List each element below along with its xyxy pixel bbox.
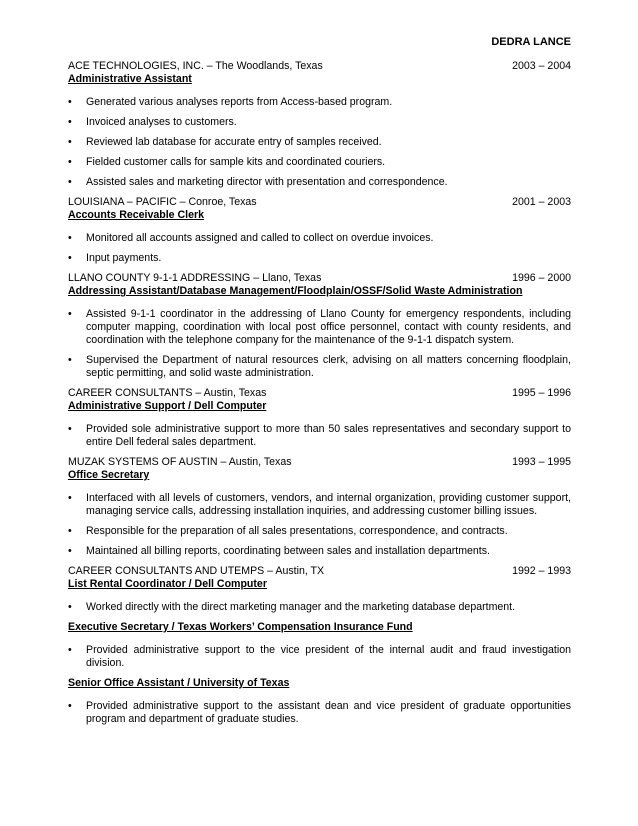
bullet-item: • Invoiced analyses to customers. [68,116,571,129]
employer: ACE TECHNOLOGIES, INC. – The Woodlands, Texas [68,60,323,72]
candidate-name: DEDRA LANCE [491,36,571,48]
bullet-item: • Generated various analyses reports from Access-based program. [68,96,571,109]
bullet-item: • Provided sole administrative support to more than 50 sales representatives and secondary support to entire Dell federal sales department. [68,423,571,449]
job-header [68,456,571,469]
job-bullets [68,492,571,558]
bullet-item: • Maintained all billing reports, coordinating between sales and installation departments. [68,545,571,558]
job-dates: 2001 – 2003 [512,196,571,208]
job-bullets [68,700,571,726]
job-entry [68,387,571,449]
bullet-item: • Assisted sales and marketing director with presentation and correspondence. [68,176,571,189]
employer: LLANO COUNTY 9-1-1 ADDRESSING – Llano, Texas [68,272,322,284]
job-title: Accounts Receivable Clerk [68,209,205,221]
job-bullets [68,644,571,670]
role-entry [68,621,571,670]
job-entry [68,60,571,189]
job-title: Administrative Assistant [68,73,192,85]
job-dates: 1993 – 1995 [512,456,571,468]
job-title: List Rental Coordinator / Dell Computer [68,578,267,590]
job-header [68,60,571,73]
job-entry [68,272,571,380]
job-dates: 1996 – 2000 [512,272,571,284]
bullet-item: • Responsible for the preparation of all sales presentations, correspondence, and contracts. [68,525,571,538]
bullet-item: • Monitored all accounts assigned and called to collect on overdue invoices. [68,232,571,245]
employer: CAREER CONSULTANTS – Austin, Texas [68,387,267,399]
job-bullets [68,96,571,189]
job-title: Addressing Assistant/Database Management/Floodplain/OSSF/Solid Waste Administration [68,285,523,297]
bullet-item: • Provided administrative support to the vice president of the internal audit and fraud investigation division. [68,644,571,670]
job-bullets [68,232,571,265]
job-dates: 1995 – 1996 [512,387,571,399]
bullet-item: • Worked directly with the direct marketing manager and the marketing database department. [68,601,571,614]
role-entry [68,677,571,726]
employer: MUZAK SYSTEMS OF AUSTIN – Austin, Texas [68,456,292,468]
bullet-item: • Supervised the Department of natural resources clerk, advising on all matters concerning floodplain, septic permitting, and solid waste administration. [68,354,571,380]
bullet-item: • Fielded customer calls for sample kits and coordinated couriers. [68,156,571,169]
job-title: Senior Office Assistant / University of Texas [68,677,290,689]
job-title: Administrative Support / Dell Computer [68,400,267,412]
job-entry [68,565,571,614]
job-entry [68,196,571,265]
job-header [68,196,571,209]
job-dates: 2003 – 2004 [512,60,571,72]
job-entry [68,456,571,558]
job-header [68,272,571,285]
job-bullets [68,601,571,614]
resume-page [68,36,571,733]
bullet-item: • Reviewed lab database for accurate entry of samples received. [68,136,571,149]
employer: CAREER CONSULTANTS AND UTEMPS – Austin, TX [68,565,325,577]
bullet-item: • Input payments. [68,252,571,265]
bullet-item: • Assisted 9-1-1 coordinator in the addressing of Llano County for emergency respondents, including computer mapping, coordination with local post office personnel, contact with county residents, and coordination with the telephone company for the maintenance of the 9-1-1 dispatch system. [68,308,571,347]
job-bullets [68,308,571,380]
job-header [68,565,571,578]
job-title: Office Secretary [68,469,150,481]
job-title: Executive Secretary / Texas Workers’ Compensation Insurance Fund [68,621,413,633]
job-header [68,387,571,400]
bullet-item: • Provided administrative support to the assistant dean and vice president of graduate opportunities program and department of graduate studies. [68,700,571,726]
job-bullets [68,423,571,449]
employer: LOUISIANA – PACIFIC – Conroe, Texas [68,196,257,208]
bullet-item: • Interfaced with all levels of customers, vendors, and internal organization, providing customer support, managing service calls, addressing installation inquiries, and addressing customer billing issues. [68,492,571,518]
job-dates: 1992 – 1993 [512,565,571,577]
